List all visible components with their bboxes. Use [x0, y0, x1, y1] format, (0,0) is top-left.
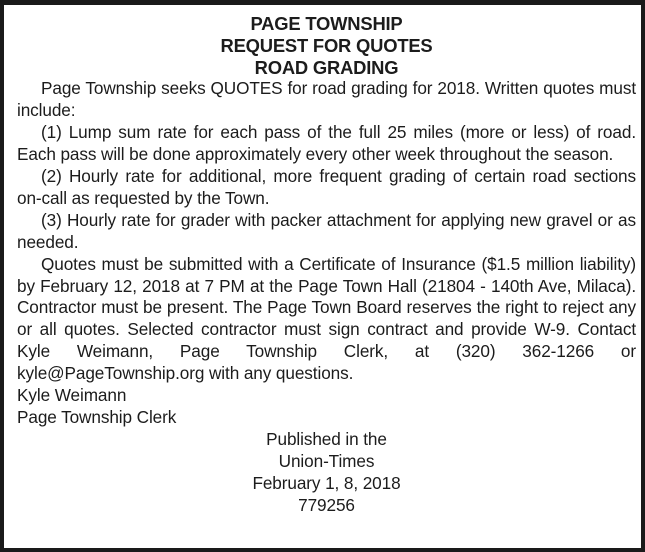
ad-number: 779256 [298, 494, 355, 515]
publication-dates: February 1, 8, 2018 [252, 472, 401, 493]
newspaper-name: Union-Times [278, 450, 375, 471]
notice-content [17, 13, 636, 517]
signature-title: Page Township Clerk [17, 406, 177, 427]
signature-name: Kyle Weimann [17, 385, 127, 406]
title-line-township: PAGE TOWNSHIP [250, 13, 403, 34]
submission-paragraph: Quotes must be submitted with a Certificate of Insurance ($1.5 million liability) by February 12, 2018 at 7 PM at the Page Town Hall (21804 - 140th Ave, Milaca). Contractor must be present. The Page Town Board reserves the right to reject any or all quotes. Selected contractor must sign contract and provide W-9. Contact Kyle Weimann, Page Township Clerk, at (320) 362-1266 or kyle@PageTownship.org with any questions. [17, 253, 636, 384]
published-in-label: Published in the [266, 428, 387, 449]
notice-title [17, 13, 636, 78]
item-1-paragraph: (1) Lump sum rate for each pass of the full 25 miles (more or less) of road. Each pass will be done approximately every other week throughout the season. [17, 122, 636, 165]
publication-info [17, 429, 636, 517]
item-3-paragraph: (3) Hourly rate for grader with packer attachment for applying new gravel or as needed. [17, 209, 636, 252]
intro-paragraph: Page Township seeks QUOTES for road grading for 2018. Written quotes must include: [17, 78, 636, 121]
title-line-request: REQUEST FOR QUOTES [220, 34, 433, 56]
title-line-subject: ROAD GRADING [254, 56, 399, 78]
item-2-paragraph: (2) Hourly rate for additional, more frequent grading of certain road sections on-call as requested by the Town. [17, 166, 636, 208]
